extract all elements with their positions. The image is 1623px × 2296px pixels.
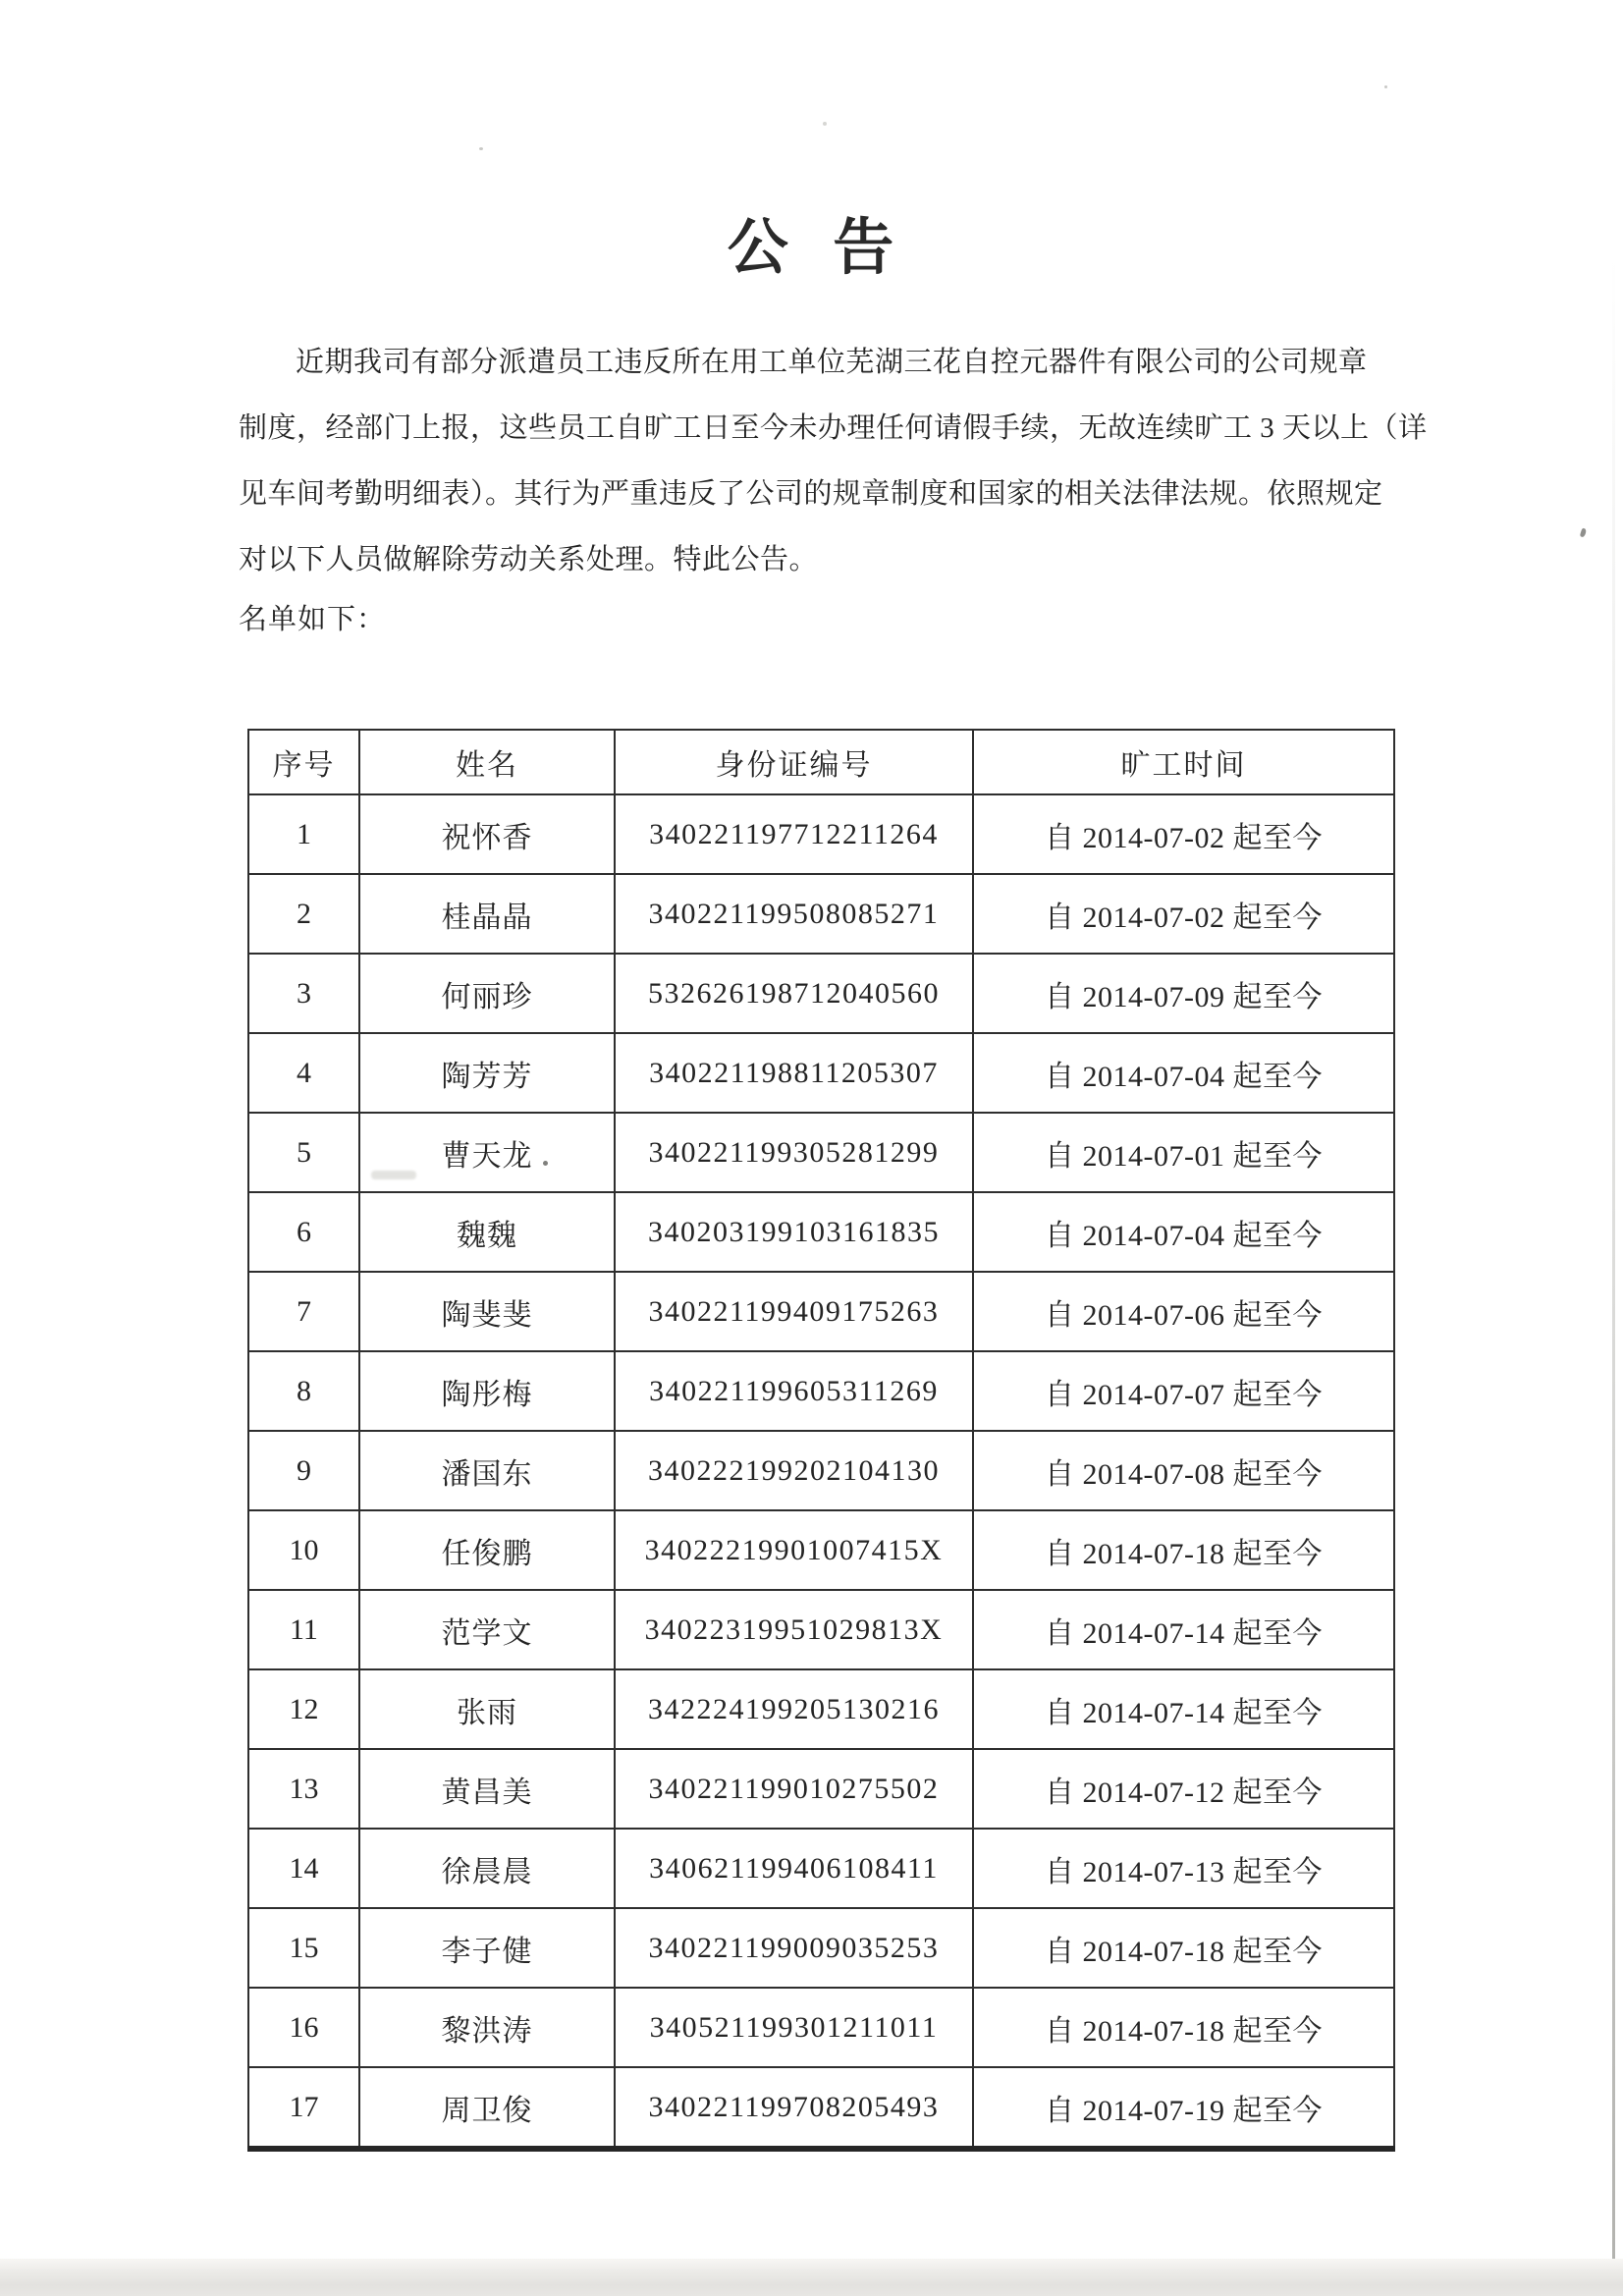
row-name: 黎洪涛: [359, 1988, 615, 2067]
header-cell-time: 旷工时间: [973, 730, 1394, 794]
row-id: 340222199202104130: [615, 1431, 973, 1510]
row-no: 10: [248, 1510, 359, 1590]
row-no: 2: [248, 874, 359, 954]
paragraph-line: 对以下人员做解除劳动关系处理。特此公告。: [239, 544, 819, 575]
header-cell-no: 序号: [248, 730, 359, 794]
row-period: 自 2014-07-02 起至今: [973, 874, 1394, 954]
row-period: 自 2014-07-14 起至今: [973, 1669, 1394, 1749]
row-name: 周卫俊: [359, 2067, 615, 2149]
roster-table: [247, 729, 1395, 2152]
row-period: 自 2014-07-01 起至今: [973, 1113, 1394, 1192]
row-period: 自 2014-07-07 起至今: [973, 1351, 1394, 1431]
scan-bottom-shadow: [0, 2259, 1623, 2296]
row-no: 11: [248, 1590, 359, 1669]
paragraph-line: 制度，经部门上报，这些员工自旷工日至今未办理任何请假手续，无故连续旷工 3 天以上（详: [239, 412, 1428, 444]
row-name: 魏魏: [359, 1192, 615, 1272]
row-no: 14: [248, 1829, 359, 1908]
row-name: 陶斐斐: [359, 1272, 615, 1351]
table-row: [248, 1033, 1394, 1113]
row-id: 340221199009035253: [615, 1908, 973, 1988]
row-id: 340203199103161835: [615, 1192, 973, 1272]
table-row: [248, 1669, 1394, 1749]
table-row: [248, 1590, 1394, 1669]
row-no: 9: [248, 1431, 359, 1510]
row-period: 自 2014-07-04 起至今: [973, 1192, 1394, 1272]
row-id: 340221197712211264: [615, 794, 973, 874]
row-no: 7: [248, 1272, 359, 1351]
scan-speck: [1580, 527, 1588, 537]
row-id: 340221199409175263: [615, 1272, 973, 1351]
table-row: [248, 1272, 1394, 1351]
row-name: 何丽珍: [359, 954, 615, 1033]
row-id: 34022219901007415X: [615, 1510, 973, 1590]
table-row: [248, 1988, 1394, 2067]
row-id: 340221199010275502: [615, 1749, 973, 1829]
table-row: [248, 1829, 1394, 1908]
page-title: 公 告: [727, 215, 896, 282]
table-header-row: [248, 730, 1394, 794]
row-no: 12: [248, 1669, 359, 1749]
row-no: 3: [248, 954, 359, 1033]
table-row: [248, 1351, 1394, 1431]
row-name: 徐晨晨: [359, 1829, 615, 1908]
row-no: 6: [248, 1192, 359, 1272]
row-period: 自 2014-07-12 起至今: [973, 1749, 1394, 1829]
scan-speck: [1384, 85, 1387, 88]
table-row: [248, 2067, 1394, 2149]
table-row: [248, 874, 1394, 954]
row-id: 340221198811205307: [615, 1033, 973, 1113]
row-id: 340221199708205493: [615, 2067, 973, 2149]
row-no: 13: [248, 1749, 359, 1829]
scan-edge-line: [1612, 255, 1615, 2265]
row-period: 自 2014-07-18 起至今: [973, 1908, 1394, 1988]
list-intro: 名单如下：: [239, 604, 387, 635]
row-id: 340221199605311269: [615, 1351, 973, 1431]
row-id: 34022319951029813X: [615, 1590, 973, 1669]
row-period: 自 2014-07-14 起至今: [973, 1590, 1394, 1669]
row-no: 1: [248, 794, 359, 874]
row-no: 17: [248, 2067, 359, 2149]
header-cell-name: 姓名: [359, 730, 615, 794]
row-id: 340221199305281299: [615, 1113, 973, 1192]
row-no: 16: [248, 1988, 359, 2067]
row-name: 李子健: [359, 1908, 615, 1988]
row-period: 自 2014-07-08 起至今: [973, 1431, 1394, 1510]
row-name: 潘国东: [359, 1431, 615, 1510]
table-row: [248, 1510, 1394, 1590]
table-row: [248, 1113, 1394, 1192]
row-no: 15: [248, 1908, 359, 1988]
paragraph-line: 见车间考勤明细表）。其行为严重违反了公司的规章制度和国家的相关法律法规。依照规定: [239, 478, 1383, 510]
row-period: 自 2014-07-13 起至今: [973, 1829, 1394, 1908]
row-id: 340221199508085271: [615, 874, 973, 954]
scan-speck: [823, 122, 827, 126]
scan-smudge: [371, 1171, 416, 1179]
row-id: 342224199205130216: [615, 1669, 973, 1749]
row-period: 自 2014-07-06 起至今: [973, 1272, 1394, 1351]
row-period: 自 2014-07-19 起至今: [973, 2067, 1394, 2149]
table-row: [248, 1192, 1394, 1272]
row-period: 自 2014-07-04 起至今: [973, 1033, 1394, 1113]
table-row: [248, 954, 1394, 1033]
row-period: 自 2014-07-02 起至今: [973, 794, 1394, 874]
announcement-paragraph: [239, 330, 1428, 593]
row-period: 自 2014-07-18 起至今: [973, 1510, 1394, 1590]
scan-speck: [543, 1161, 548, 1166]
table-row: [248, 1749, 1394, 1829]
row-name: 任俊鹏: [359, 1510, 615, 1590]
table-row: [248, 794, 1394, 874]
row-no: 8: [248, 1351, 359, 1431]
row-name: 陶彤梅: [359, 1351, 615, 1431]
row-period: 自 2014-07-18 起至今: [973, 1988, 1394, 2067]
row-name: 黄昌美: [359, 1749, 615, 1829]
row-name: 范学文: [359, 1590, 615, 1669]
row-id: 340621199406108411: [615, 1829, 973, 1908]
paragraph-line: 近期我司有部分派遣员工违反所在用工单位芜湖三花自控元器件有限公司的公司规章: [296, 347, 1368, 378]
header-cell-id: 身份证编号: [615, 730, 973, 794]
row-id: 340521199301211011: [615, 1988, 973, 2067]
row-period: 自 2014-07-09 起至今: [973, 954, 1394, 1033]
table-row: [248, 1908, 1394, 1988]
row-name: 陶芳芳: [359, 1033, 615, 1113]
row-name: 张雨: [359, 1669, 615, 1749]
row-name: 曹天龙: [359, 1113, 615, 1192]
row-id: 532626198712040560: [615, 954, 973, 1033]
row-no: 5: [248, 1113, 359, 1192]
row-name: 祝怀香: [359, 794, 615, 874]
table-row: [248, 1431, 1394, 1510]
row-name: 桂晶晶: [359, 874, 615, 954]
row-no: 4: [248, 1033, 359, 1113]
scan-speck: [479, 147, 483, 150]
